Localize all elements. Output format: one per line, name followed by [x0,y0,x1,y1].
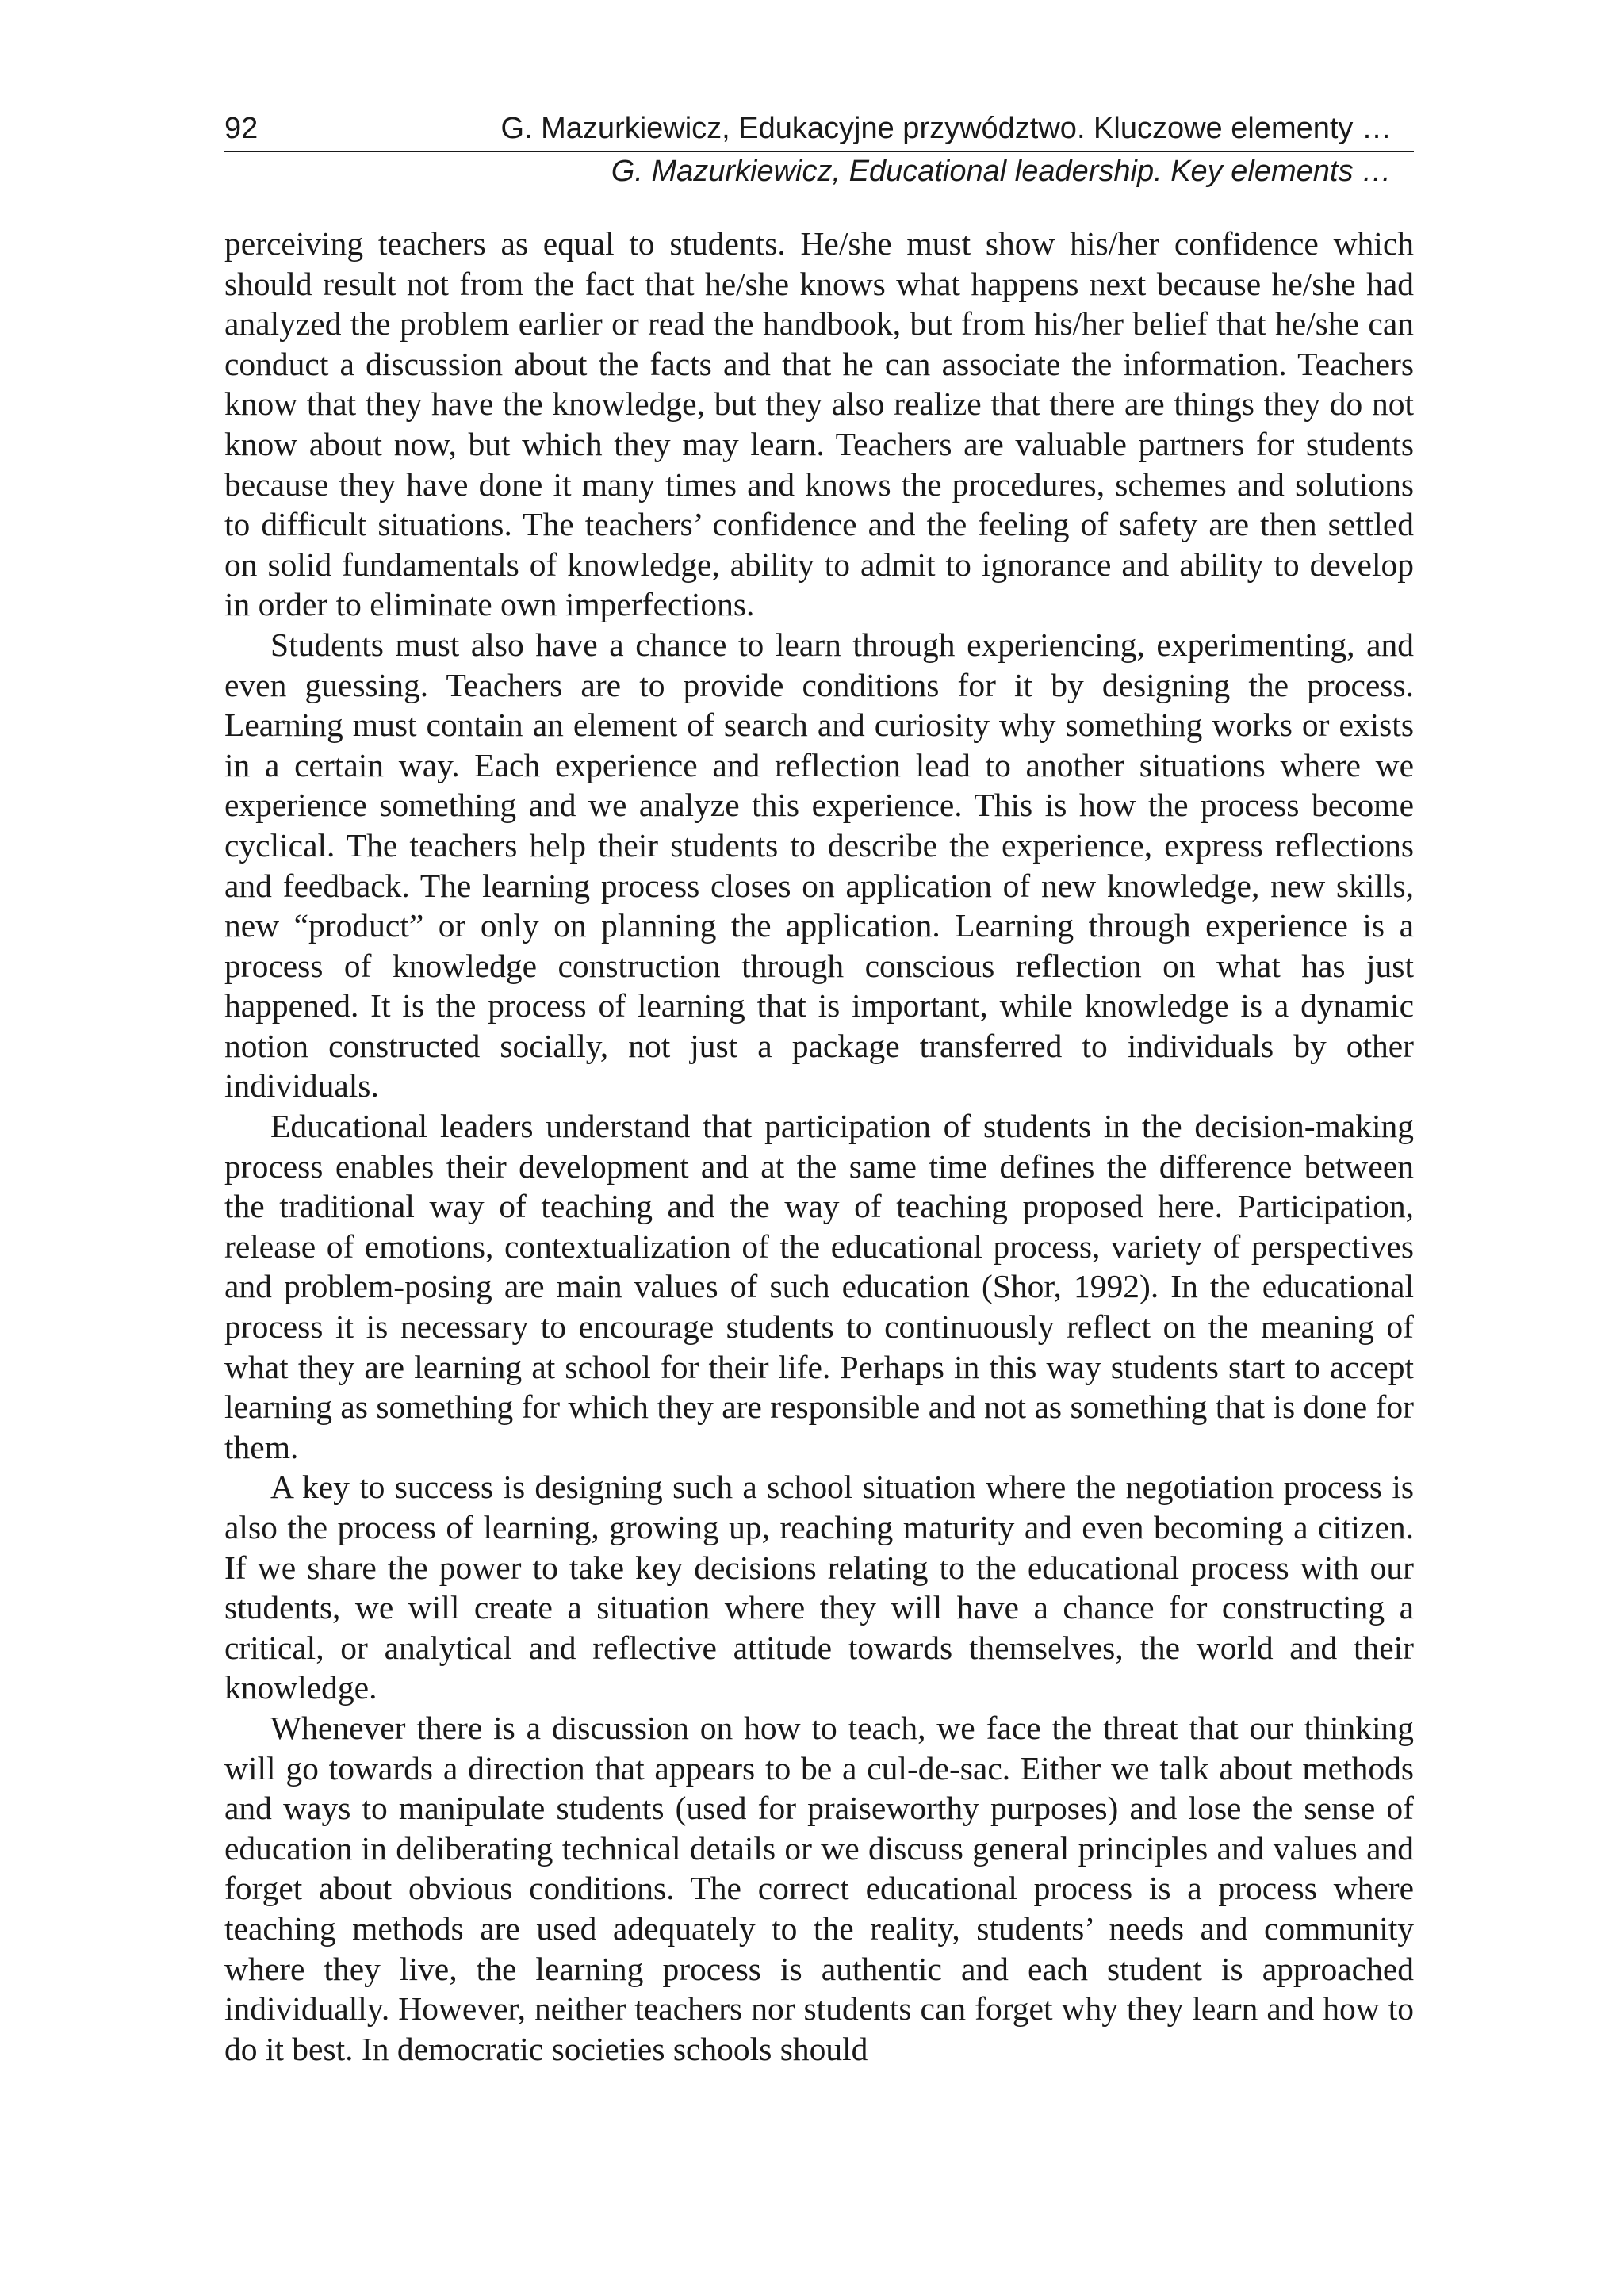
paragraph: Whenever there is a discussion on how to teach, we face the threat that our thinking will go towards a direction that appears to be a cul-de-sac. Either we talk about methods and ways to manipulate students (used for praiseworthy purposes) and lose the sense of education in deliberating technical details or we discuss general principles and values and forget about obvious conditions. The correct educational process is a process where teaching methods are used adequately to the reality, students’ needs and community where they live, the learning process is authentic and each student is approached individually. However, neither teachers nor students can forget why they learn and how to do it best. In democratic societies schools should [224,1709,1414,2067]
paragraph: Students must also have a chance to learn through experiencing, experimenting, and even guessing. Teachers are to provide conditions for it by designing the process. Learning must contain an element of search and curiosity why something works or exists in a certain way. Each experience and reflection lead to another situations where we experience something and we analyze this experience. This is how the process become cyclical. The teachers help their students to describe the experience, express reflections and feedback. The learning process closes on application of new knowledge, new skills, new “product” or only on planning the application. Learning through experience is a process of knowledge construction through conscious reflection on what has just happened. It is the process of learning that is important, while knowledge is a dynamic notion constructed socially, not just a package transferred to individuals by other individuals. [224,626,1414,1105]
paragraph: A key to success is designing such a school situation where the negotiation process is also the process of learning, growing up, reaching maturity and even becoming a citizen. If we share the power to take key decisions relating to the educational process with our students, we will create a situation where they will have a chance for constructing a critical, or analytical and reflective attitude towards themselves, the world and their knowledge. [224,1469,1414,1706]
paragraph-continued: perceiving teachers as equal to students. He/she must show his/her confidence which should result not from the fact that he/she knows what happens next because he/she had analyzed the problem earlier or read the handbook, but from his/her belief that he/she can conduct a discussion about the facts and that he can associate the information. Teachers know that they have the knowledge, but they also realize that there are things they do not know about now, but which they may learn. Teachers are valuable partners for students because they have done it many times and knows the procedures, schemes and solutions to difficult situations. The teachers’ confidence and the feeling of safety are then settled on solid fundamentals of knowledge, ability to admit to ignorance and ability to develop in order to eliminate own imperfections. [224,225,1414,623]
header-title-polish: G. Mazurkiewicz, Edukacyjne przywództwo. Kluczowe elementy … [500,112,1392,145]
paragraph: Educational leaders understand that participation of students in the decision-making process enables their development and at the same time defines the difference between the traditional way of teaching and the way of teaching proposed here. Participation, release of emotions, contextualization of the educational process, variety of perspectives and problem-posing are main values of such education (Shor, 1992). In the educational process it is necessary to encourage students to continuously reflect on the meaning of what they are learning at school for their life. Perhaps in this way students start to accept learning as something for which they are responsible and not as something that is done for them. [224,1108,1414,1465]
header-rule-line [224,109,1414,152]
body-text [224,224,1414,2069]
header-title-english: G. Mazurkiewicz, Educational leadership. Key elements … [611,155,1392,188]
page-number: 92 [224,112,259,145]
running-header [224,109,1414,193]
